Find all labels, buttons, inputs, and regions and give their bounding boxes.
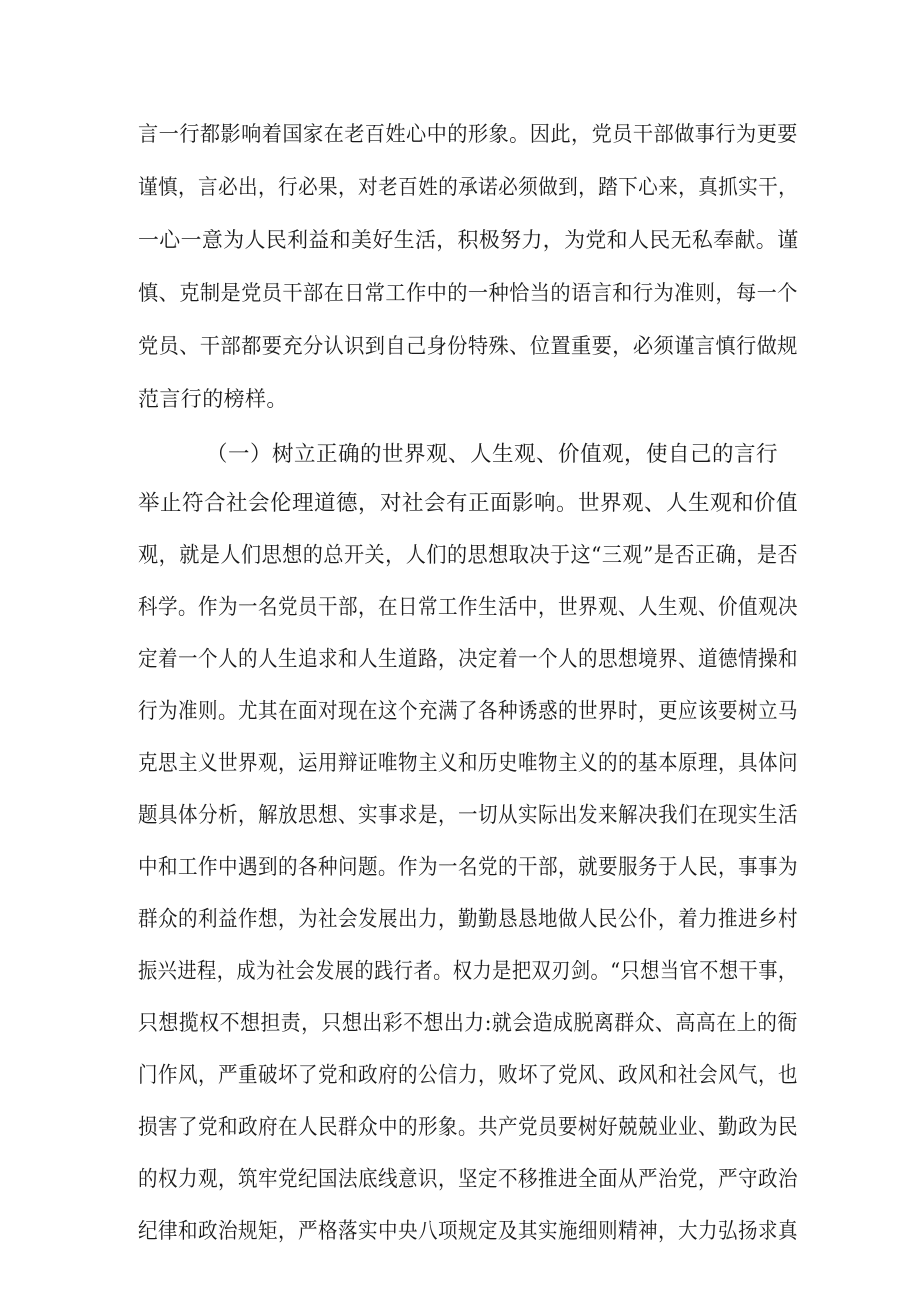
text-line: 定着一个人的人生追求和人生道路，决定着一个人的思想境界、道德情操和	[138, 647, 799, 672]
text-line: 谨慎，言必出，行必果，对老百姓的承诺必须做到，踏下心来，真抓实干，	[138, 175, 799, 199]
text-line: 党员、干部都要充分认识到自己身份特殊、位置重要，必须谨言慎行做规	[138, 334, 798, 358]
text-line: 言一行都影响着国家在老百姓心中的形象。因此，党员干部做事行为更要	[138, 122, 798, 146]
text-line: 科学。作为一名党员干部，在日常工作生活中，世界观、人生观、价值观决	[138, 595, 799, 620]
text-line: 观，就是人们思想的总开关，人们的思想取决于这“三观”是否正确，是否	[138, 543, 799, 568]
text-line: 纪律和政治规矩，严格落实中央八项规定及其实施细则精神，大力弘扬求真	[138, 1219, 799, 1244]
text-line: 一心一意为人民利益和美好生活，积极努力，为党和人民无私奉献。谨	[138, 228, 799, 252]
text-line: 的权力观，筑牢党纪国法底线意识，坚定不移推进全面从严治党，严守政治	[138, 1167, 799, 1192]
text-line: 门作风，严重破坏了党和政府的公信力，败坏了党风、政风和社会风气，也	[138, 1063, 799, 1088]
text-line: 中和工作中遇到的各种问题。作为一名党的干部，就要服务于人民，事事为	[138, 855, 799, 880]
text-line: 题具体分析，解放思想、实事求是，一切从实际出发来解决我们在现实生活	[138, 803, 799, 828]
text-line: 举止符合社会伦理道德，对社会有正面影响。世界观、人生观和价值	[138, 491, 799, 516]
text-line: 振兴进程，成为社会发展的践行者。权力是把双刃剑。“只想当官不想干事，	[138, 959, 798, 984]
text-line: 损害了党和政府在人民群众中的形象。共产党员要树好兢兢业业、勤政为民	[138, 1115, 799, 1140]
text-line: 慎、克制是党员干部在日常工作中的一种恰当的语言和行为准则，每一个	[138, 281, 798, 305]
text-line: 范言行的榜样。	[138, 387, 288, 411]
section-heading-line: （一）树立正确的世界观、人生观、价值观，使自己的言行	[206, 442, 779, 467]
text-line: 只想揽权不想担责，只想出彩不想出力:就会造成脱离群众、高高在上的衙	[138, 1011, 798, 1036]
text-line: 行为准则。尤其在面对现在这个充满了各种诱惑的世界时，更应该要树立马	[138, 699, 799, 724]
text-line: 群众的利益作想，为社会发展出力，勤勤恳恳地做人民公仆，着力推进乡村	[138, 907, 799, 932]
text-line: 克思主义世界观，运用辩证唯物主义和历史唯物主义的的基本原理，具体问	[138, 751, 799, 776]
